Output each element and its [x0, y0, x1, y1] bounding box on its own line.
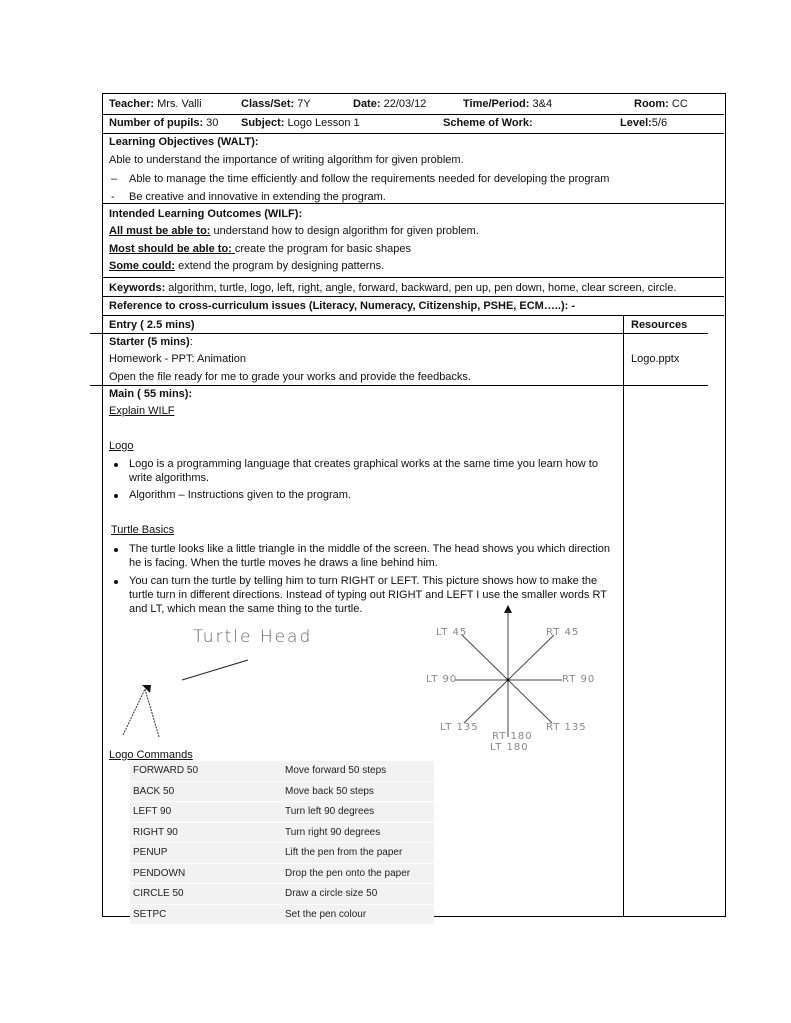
command-name: LEFT 90 [133, 806, 172, 817]
command-description: Drop the pen onto the paper [285, 867, 411, 879]
command-name: BACK 50 [133, 785, 175, 797]
table-row [130, 782, 434, 803]
time-period-field: Time/Period: 3&4 [463, 98, 553, 110]
keywords: Keywords: algorithm, turtle, logo, left, right, angle, forward, backward, pen up, pen down, home, clear screen, circle. [109, 282, 677, 294]
angle-label-lt45: LT 45 [436, 627, 468, 638]
table-row [130, 823, 434, 844]
outcome-all: All must be able to: understand how to design algorithm for given problem. [109, 225, 479, 237]
outcome-most: Most should be able to: create the program for basic shapes [109, 243, 411, 255]
teacher-field: Teacher: Mrs. Valli [109, 98, 202, 110]
class-field: Class/Set: 7Y [241, 98, 311, 110]
outcome-some: Some could: extend the program by designing patterns. [109, 260, 385, 272]
turtle-bullet: You can turn the turtle by telling him to turn RIGHT or LEFT. This picture shows how to make the turtle turn in different directions. Instead of typing out RIGHT and LEFT I use the smaller words RT and LT, which mean the same thing to the turtle. [129, 575, 607, 615]
command-name: RIGHT 90 [133, 826, 178, 838]
logo-bullet: Logo is a programming language that creates graphical works at the same time you learn how to write algorithms. [129, 458, 598, 484]
homework-line: Homework - PPT: Animation [109, 353, 246, 365]
divider [102, 203, 724, 204]
command-name: SETPC [133, 908, 167, 920]
entry-title: Entry ( 2.5 mins) [109, 319, 195, 331]
objective-item: Able to manage the time efficiently and follow the requirements needed for developing the program [129, 173, 610, 185]
objective-item: Be creative and innovative in extending the program. [129, 191, 386, 203]
objectives-title: Learning Objectives (WALT): [109, 136, 259, 148]
command-description: Move back 50 steps [285, 785, 374, 797]
scheme-field: Scheme of Work: [443, 117, 533, 129]
command-description: Turn left 90 degrees [285, 806, 375, 817]
angle-label-rt180: RT 180 [492, 731, 533, 742]
divider [90, 385, 708, 386]
divider [102, 277, 724, 278]
angle-label-rt135: RT 135 [546, 722, 587, 733]
command-name: PENDOWN [133, 867, 186, 879]
angle-label-lt135: LT 135 [440, 722, 479, 733]
resources-title: Resources [631, 319, 688, 331]
angle-label-rt90: RT 90 [562, 674, 596, 685]
table-row [130, 761, 434, 782]
entry-instruction: Open the file ready for me to grade your works and provide the feedbacks. [109, 371, 471, 383]
pupils-field: Number of pupils: 30 [109, 117, 219, 129]
command-description: Lift the pen from the paper [285, 847, 403, 858]
main-title: Main ( 55 mins): [109, 388, 193, 400]
bullet-icon [114, 580, 118, 584]
command-description: Draw a circle size 50 [285, 888, 378, 899]
command-name: PENUP [133, 847, 168, 858]
room-field: Room: CC [634, 98, 688, 110]
divider [102, 133, 724, 134]
divider [90, 333, 708, 334]
divider [102, 296, 724, 297]
bullet-icon [114, 463, 118, 467]
turtle-basics-heading: Turtle Basics [111, 524, 175, 536]
table-row [130, 884, 434, 905]
command-name: FORWARD 50 [133, 765, 199, 776]
cross-curriculum: Reference to cross-curriculum issues (Literacy, Numeracy, Citizenship, PSHE, ECM…..): - [109, 300, 576, 312]
bullet-icon [114, 494, 118, 498]
command-description: Turn right 90 degrees [285, 826, 381, 838]
turtle-head-label: Turtle Head [193, 627, 313, 647]
command-name: CIRCLE 50 [133, 888, 184, 899]
objectives-line: Able to understand the importance of writing algorithm for given problem. [109, 154, 464, 166]
turtle-bullet: The turtle looks like a little triangle in the middle of the screen. The head shows you which direction he is facing. When the turtle moves he draws a line behind him. [129, 543, 610, 569]
divider [102, 315, 724, 316]
outcomes-title: Intended Learning Outcomes (WILF): [109, 208, 303, 220]
table-row [130, 843, 434, 864]
commands-heading: Logo Commands [109, 749, 193, 761]
command-description: Set the pen colour [285, 908, 367, 920]
table-row [130, 802, 434, 823]
objective-marker: - [111, 191, 115, 203]
resources-column-divider [623, 315, 624, 916]
table-row [130, 864, 434, 885]
turtle-triangle-illustration [115, 655, 255, 745]
command-description: Move forward 50 steps [285, 765, 387, 776]
logo-heading: Logo [109, 440, 134, 452]
logo-bullet: Algorithm – Instructions given to the program. [129, 489, 351, 501]
starter-title: Starter (5 mins): [109, 336, 193, 348]
angle-label-lt90: LT 90 [426, 674, 458, 685]
date-field: Date: 22/03/12 [353, 98, 427, 110]
bullet-icon [114, 548, 118, 552]
angle-label-rt45: RT 45 [546, 627, 580, 638]
objective-marker: – [111, 173, 118, 185]
subject-field: Subject: Logo Lesson 1 [241, 117, 360, 129]
table-row [130, 905, 434, 926]
angle-label-lt180: LT 180 [490, 742, 529, 753]
commands-table [130, 761, 434, 925]
divider [102, 114, 724, 115]
explain-wilf: Explain WILF [109, 405, 175, 417]
level-field: Level:5/6 [620, 117, 668, 129]
resource-file: Logo.pptx [631, 353, 680, 365]
